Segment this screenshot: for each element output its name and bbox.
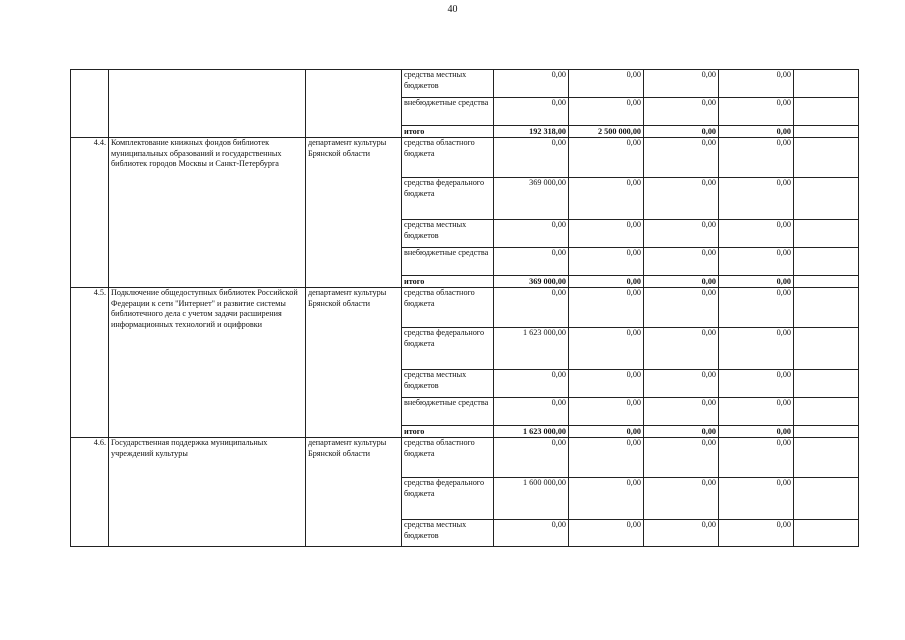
value-cell: 0,00	[569, 178, 644, 220]
value-cell: 0,00	[719, 288, 794, 328]
source-label: средства областного бюджета	[402, 138, 494, 178]
value-cell: 0,00	[644, 426, 719, 438]
item-executor: департамент культуры Брянской области	[306, 288, 402, 438]
value-cell: 369 000,00	[494, 178, 569, 220]
budget-table	[70, 69, 859, 547]
empty-cell	[794, 426, 859, 438]
value-cell: 0,00	[569, 478, 644, 520]
empty-cell	[794, 138, 859, 178]
empty-cell	[794, 438, 859, 478]
value-cell: 0,00	[644, 70, 719, 98]
value-cell: 0,00	[494, 248, 569, 276]
empty-cell	[794, 178, 859, 220]
empty-cell	[794, 288, 859, 328]
value-cell: 0,00	[644, 370, 719, 398]
value-cell: 0,00	[719, 276, 794, 288]
value-cell: 0,00	[569, 328, 644, 370]
value-cell: 0,00	[494, 70, 569, 98]
empty-cell	[794, 370, 859, 398]
value-cell: 0,00	[644, 520, 719, 547]
item-number: 4.4.	[71, 138, 109, 288]
value-cell: 0,00	[494, 438, 569, 478]
value-cell: 0,00	[719, 478, 794, 520]
source-label: средства местных бюджетов	[402, 370, 494, 398]
empty-cell	[794, 398, 859, 426]
source-label: средства местных бюджетов	[402, 70, 494, 98]
value-cell: 0,00	[719, 70, 794, 98]
item-executor: департамент культуры Брянской области	[306, 438, 402, 547]
value-cell: 1 623 000,00	[494, 328, 569, 370]
source-label: средства областного бюджета	[402, 438, 494, 478]
value-cell: 0,00	[644, 220, 719, 248]
value-cell: 0,00	[644, 398, 719, 426]
empty-cell	[794, 220, 859, 248]
value-cell: 0,00	[569, 276, 644, 288]
value-cell: 0,00	[719, 248, 794, 276]
value-cell: 0,00	[494, 398, 569, 426]
value-cell: 0,00	[494, 520, 569, 547]
item-executor: департамент культуры Брянской области	[306, 138, 402, 288]
empty-cell	[794, 520, 859, 547]
name-cell	[109, 70, 306, 138]
source-label: средства федерального бюджета	[402, 478, 494, 520]
source-label: средства местных бюджетов	[402, 220, 494, 248]
value-cell: 0,00	[644, 276, 719, 288]
empty-cell	[794, 328, 859, 370]
value-cell: 0,00	[494, 288, 569, 328]
value-cell: 0,00	[719, 220, 794, 248]
total-label: итого	[402, 126, 494, 138]
source-label: средства федерального бюджета	[402, 178, 494, 220]
item-name: Подключение общедоступных библиотек Российской Федерации к сети "Интернет" и развитие системы библиотечного дела с учетом задачи расширения информационных технологий и оцифровки	[109, 288, 306, 438]
page-number: 40	[447, 4, 458, 15]
value-cell: 0,00	[719, 138, 794, 178]
value-cell: 0,00	[569, 520, 644, 547]
value-cell: 0,00	[644, 126, 719, 138]
value-cell: 0,00	[644, 478, 719, 520]
source-label: внебюджетные средства	[402, 398, 494, 426]
value-cell: 0,00	[494, 98, 569, 126]
item-name: Государственная поддержка муниципальных учреждений культуры	[109, 438, 306, 547]
table-row	[71, 70, 859, 98]
executor-cell	[306, 70, 402, 138]
value-cell: 1 623 000,00	[494, 426, 569, 438]
number-cell	[71, 70, 109, 138]
empty-cell	[794, 98, 859, 126]
total-label: итого	[402, 276, 494, 288]
value-cell: 0,00	[644, 138, 719, 178]
value-cell: 0,00	[719, 178, 794, 220]
value-cell: 0,00	[569, 220, 644, 248]
value-cell: 0,00	[569, 138, 644, 178]
value-cell: 0,00	[644, 438, 719, 478]
value-cell: 0,00	[569, 288, 644, 328]
value-cell: 0,00	[644, 288, 719, 328]
source-label: внебюджетные средства	[402, 248, 494, 276]
table-row	[71, 438, 859, 478]
value-cell: 0,00	[719, 98, 794, 126]
value-cell: 192 318,00	[494, 126, 569, 138]
value-cell: 0,00	[719, 328, 794, 370]
value-cell: 1 600 000,00	[494, 478, 569, 520]
source-label: средства местных бюджетов	[402, 520, 494, 547]
value-cell: 0,00	[644, 178, 719, 220]
value-cell: 0,00	[644, 248, 719, 276]
empty-cell	[794, 248, 859, 276]
value-cell: 0,00	[644, 328, 719, 370]
value-cell: 0,00	[569, 248, 644, 276]
source-label: средства федерального бюджета	[402, 328, 494, 370]
value-cell: 0,00	[569, 70, 644, 98]
item-number: 4.6.	[71, 438, 109, 547]
table-row	[71, 138, 859, 178]
empty-cell	[794, 478, 859, 520]
value-cell: 0,00	[494, 370, 569, 398]
source-label: средства областного бюджета	[402, 288, 494, 328]
value-cell: 0,00	[719, 520, 794, 547]
empty-cell	[794, 70, 859, 98]
item-name: Комплектование книжных фондов библиотек муниципальных образований и государственных библиотек городов Москвы и Санкт-Петербурга	[109, 138, 306, 288]
source-label: внебюджетные средства	[402, 98, 494, 126]
item-number: 4.5.	[71, 288, 109, 438]
value-cell: 0,00	[644, 98, 719, 126]
value-cell: 0,00	[569, 438, 644, 478]
value-cell: 0,00	[719, 370, 794, 398]
value-cell: 0,00	[719, 426, 794, 438]
value-cell: 0,00	[719, 126, 794, 138]
value-cell: 0,00	[569, 426, 644, 438]
value-cell: 0,00	[494, 220, 569, 248]
value-cell: 0,00	[569, 398, 644, 426]
value-cell: 2 500 000,00	[569, 126, 644, 138]
value-cell: 369 000,00	[494, 276, 569, 288]
value-cell: 0,00	[569, 370, 644, 398]
value-cell: 0,00	[719, 398, 794, 426]
value-cell: 0,00	[569, 98, 644, 126]
value-cell: 0,00	[719, 438, 794, 478]
total-label: итого	[402, 426, 494, 438]
empty-cell	[794, 276, 859, 288]
empty-cell	[794, 126, 859, 138]
table-row	[71, 288, 859, 328]
value-cell: 0,00	[494, 138, 569, 178]
